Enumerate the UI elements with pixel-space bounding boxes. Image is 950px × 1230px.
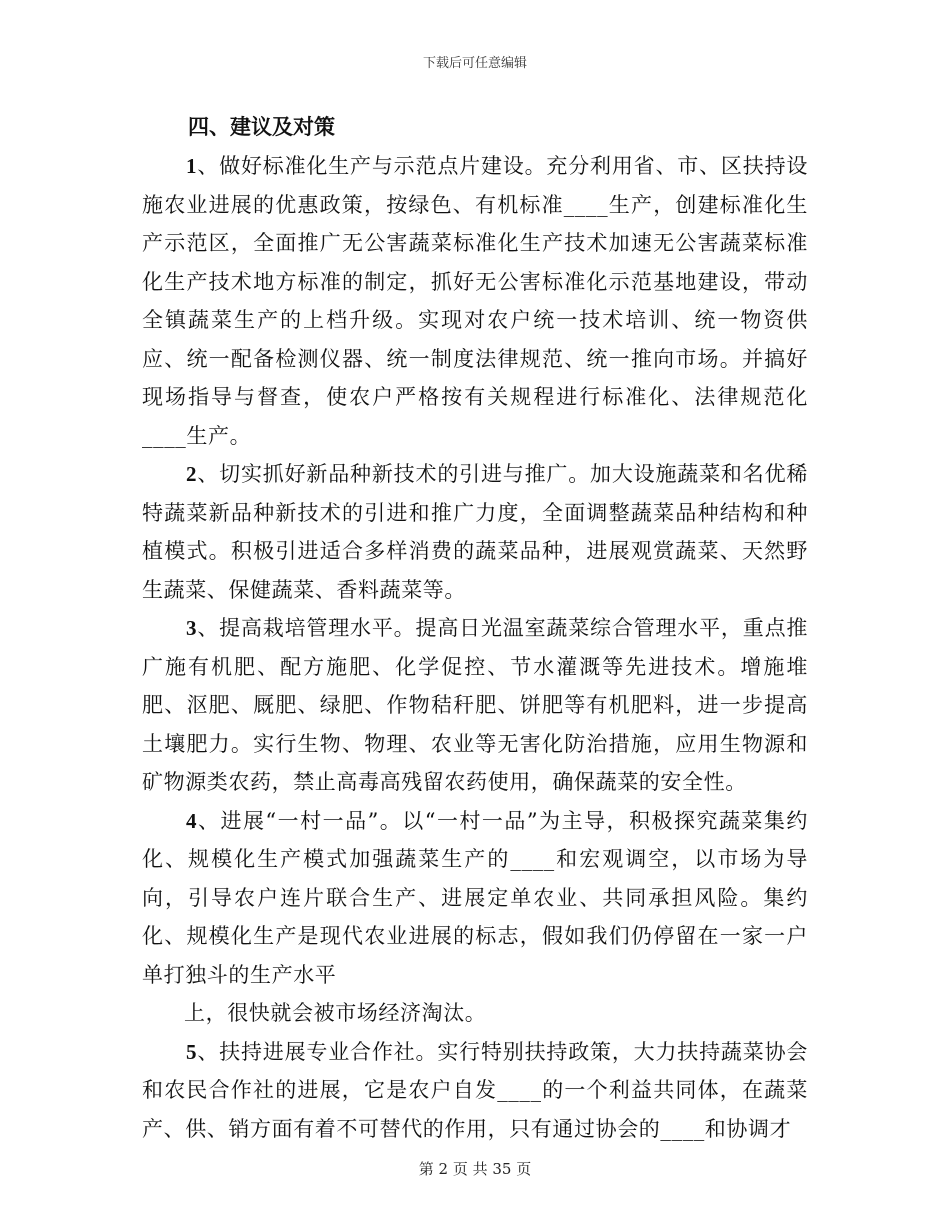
paragraph-text: 上，很快就会被市场经济淘汰。 — [184, 1001, 487, 1025]
paragraph-number: 5 — [186, 1039, 198, 1064]
paragraph-number: 2 — [186, 462, 198, 486]
paragraph-number: 3 — [186, 616, 198, 640]
paragraph-4 — [142, 802, 808, 995]
paragraph-text: 、扶持进展专业合作社。实行特别扶持政策，大力扶持蔬菜协会和农民合作社的进展，它是农户自发____的一个利益共同体，在蔬菜产、供、销方面有着不可替代的作用，只有通过协会的____和协调才 — [142, 1039, 808, 1141]
paragraph-1 — [142, 147, 808, 455]
paragraph-number: 1 — [186, 154, 198, 178]
paragraph-4-continuation — [142, 994, 808, 1033]
paragraph-text: 、切实抓好新品种新技术的引进与推广。加大设施蔬菜和名优稀特蔬菜新品种新技术的引进和推广力度，全面调整蔬菜品种结构和种植模式。积极引进适合多样消费的蔬菜品种，进展观赏蔬菜、天然野生蔬菜、保健蔬菜、香料蔬菜等。 — [142, 462, 808, 602]
paragraph-text: 、做好标准化生产与示范点片建设。充分利用省、市、区扶持设施农业进展的优惠政策，按绿色、有机标准____生产，创建标准化生产示范区，全面推广无公害蔬菜标准化生产技术加速无公害蔬菜标准化生产技术地方标准的制定，抓好无公害标准化示范基地建设，带动全镇蔬菜生产的上档升级。实现对农户统一技术培训、统一物资供应、统一配备检测仪器、统一制度法律规范、统一推向市场。并搞好现场指导与督查，使农户严格按有关规程进行标准化、法律规范化____生产。 — [142, 154, 808, 448]
document-body — [142, 108, 808, 1148]
paragraph-5 — [142, 1033, 808, 1149]
section-title: 四、建议及对策 — [188, 114, 335, 139]
paragraph-text: 、提高栽培管理水平。提高日光温室蔬菜综合管理水平，重点推广施有机肥、配方施肥、化学促控、节水灌溉等先进技术。增施堆肥、沤肥、厩肥、绿肥、作物秸秆肥、饼肥等有机肥料，进一步提高土壤肥力。实行生物、物理、农业等无害化防治措施，应用生物源和矿物源类农药，禁止高毒高残留农药使用，确保蔬菜的安全性。 — [142, 616, 808, 794]
paragraph-text: 、进展“一村一品”。以“一村一品”为主导，积极探究蔬菜集约化、规模化生产模式加强蔬菜生产的____和宏观调空，以市场为导向，引导农户连片联合生产、进展定单农业、共同承担风险。集约化、规模化生产是现代农业进展的标志，假如我们仍停留在一家一户单打独斗的生产水平 — [142, 808, 808, 987]
page-header: 下载后可任意编辑 — [422, 56, 527, 71]
paragraph-3 — [142, 609, 808, 802]
page-number-footer: 第 2 页 共 35 页 — [418, 1160, 532, 1178]
paragraph-number: 4 — [186, 808, 198, 833]
paragraph-2 — [142, 455, 808, 609]
